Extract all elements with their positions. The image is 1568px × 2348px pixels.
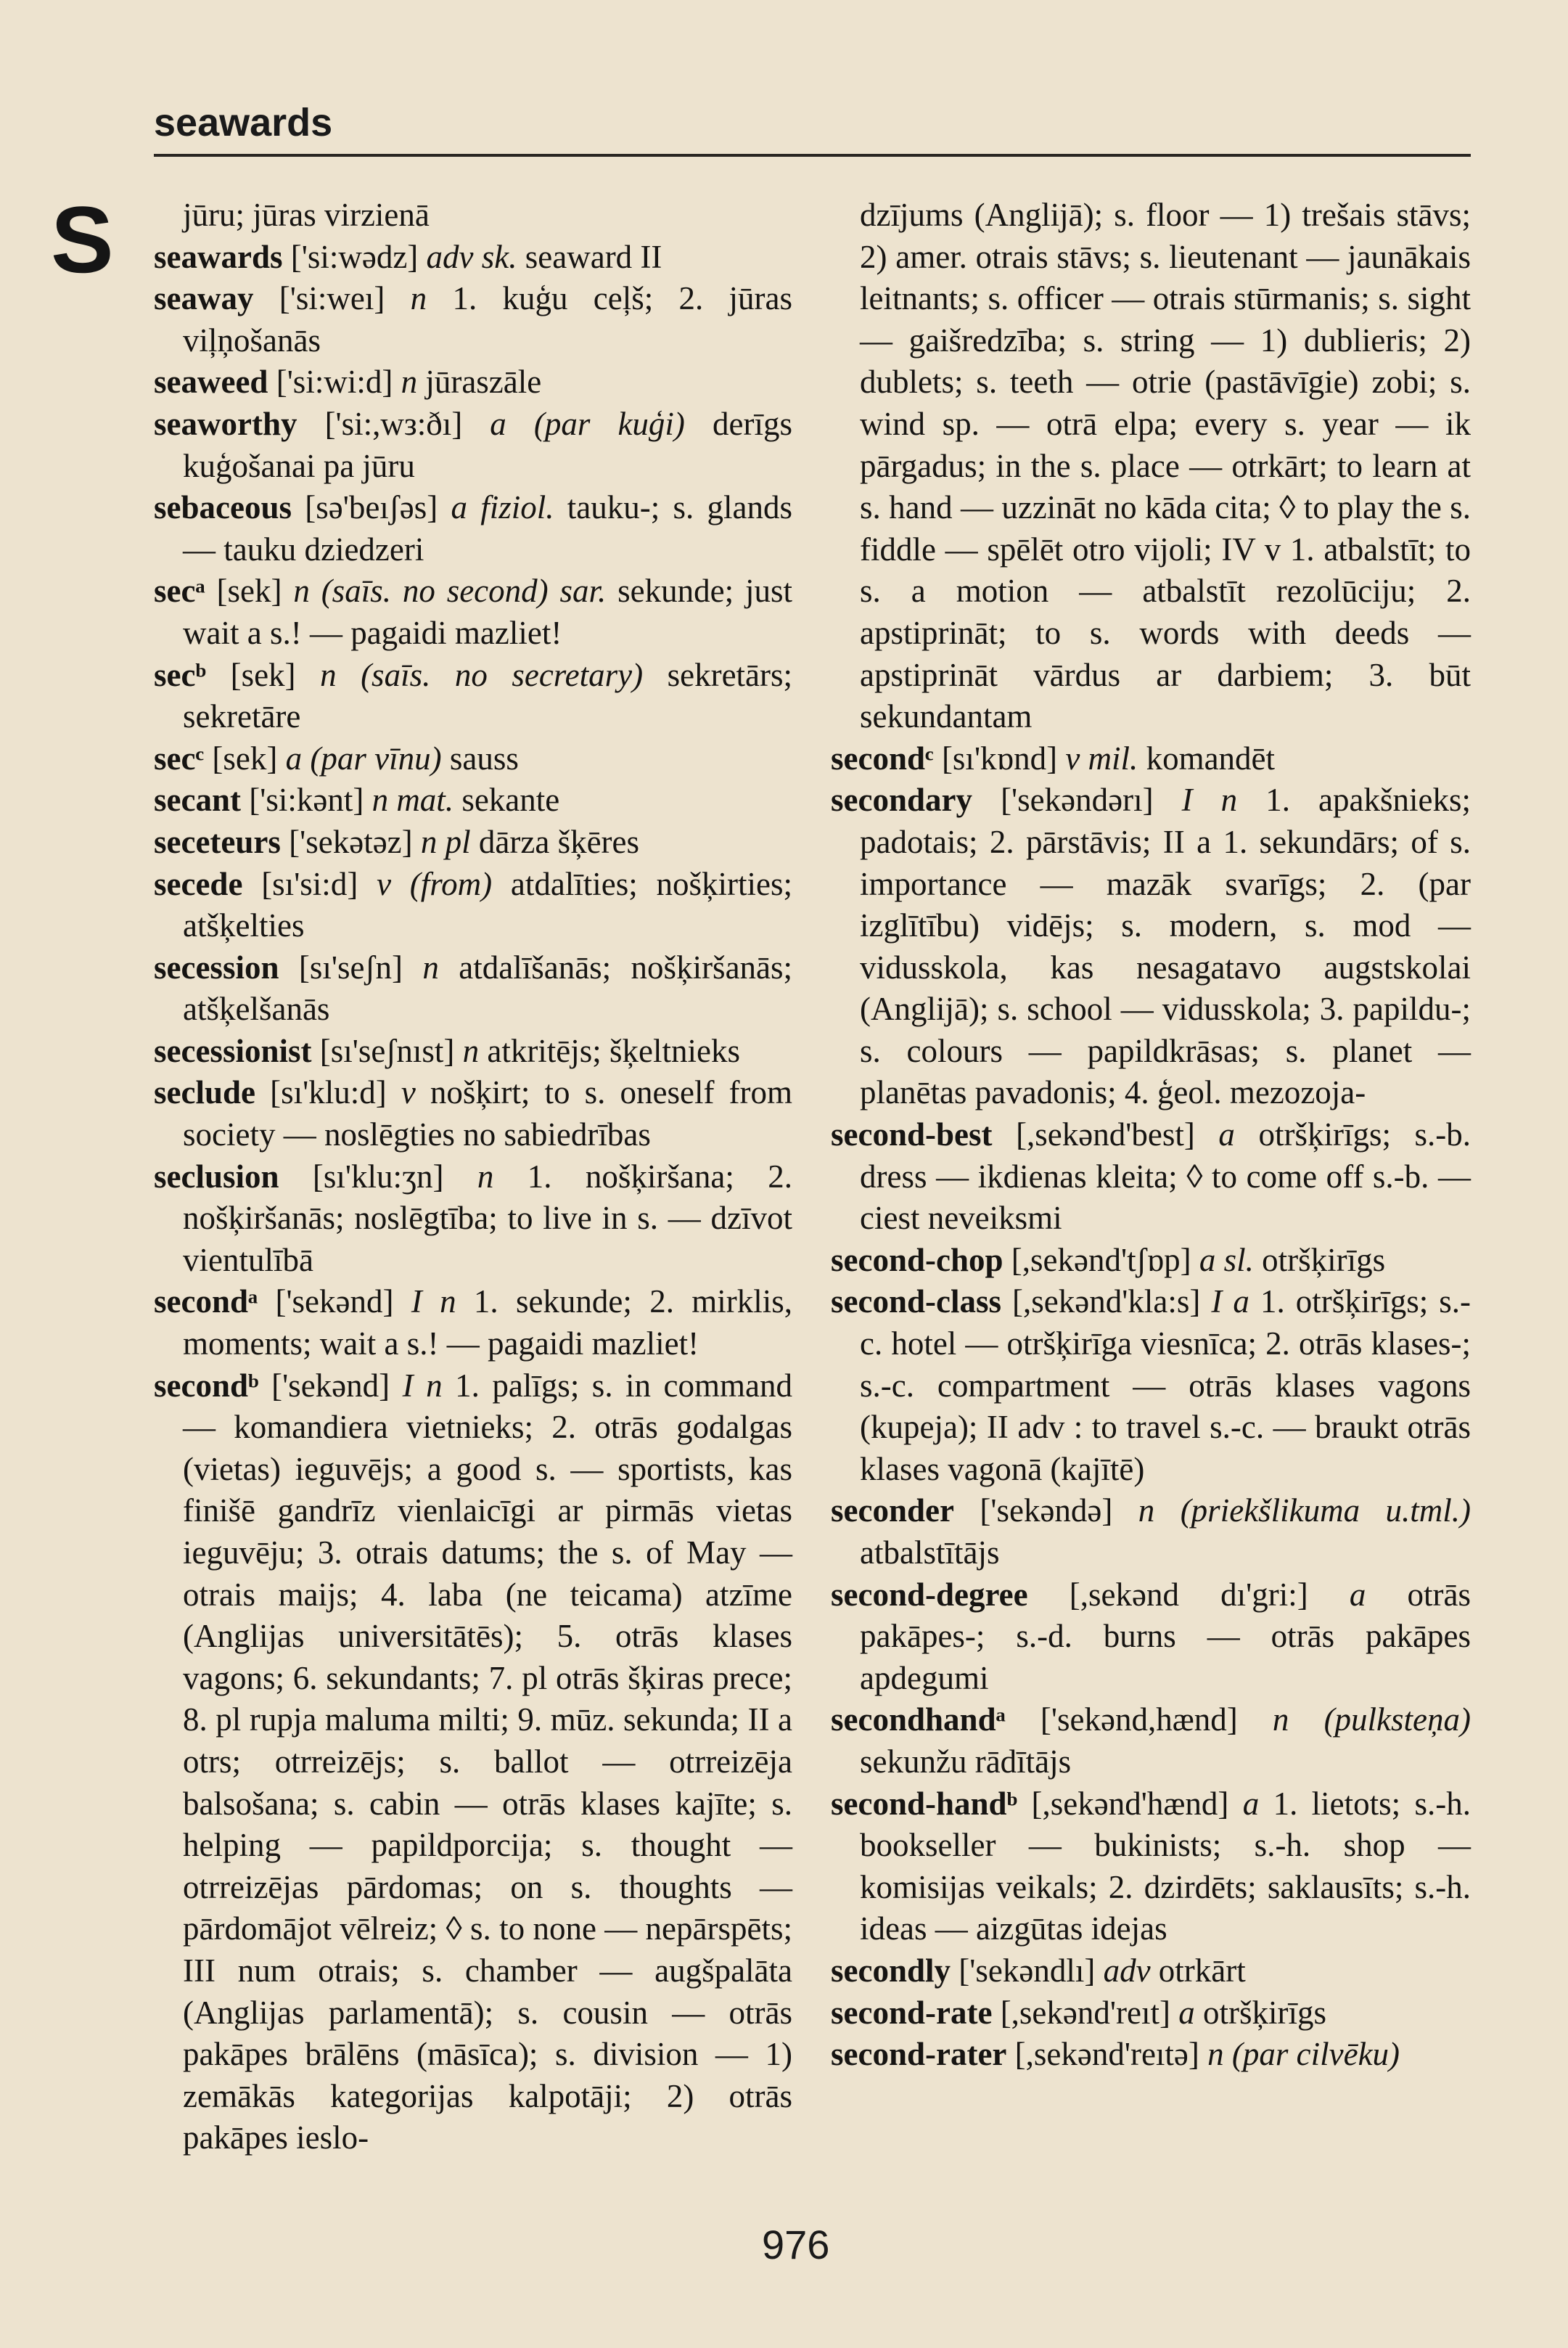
pronunciation: [sı'seʃn] <box>298 949 403 986</box>
headword: secondᵃ <box>154 1283 258 1320</box>
pronunciation: [sek] <box>230 656 296 693</box>
grammar-label: n <box>477 1158 494 1195</box>
dictionary-entry <box>154 1281 792 1365</box>
dictionary-entry <box>831 1574 1471 1700</box>
pronunciation: ['si:kənt] <box>249 782 364 819</box>
dictionary-entry <box>154 361 792 404</box>
dictionary-entry <box>154 570 792 654</box>
headword: second-handᵇ <box>831 1785 1018 1822</box>
pronunciation: ['sekənd] <box>275 1283 394 1320</box>
headword: secondᶜ <box>831 740 934 777</box>
pronunciation: ['si:wədz] <box>290 238 419 275</box>
definition: sauss <box>449 740 519 777</box>
grammar-label: n <box>401 364 418 401</box>
definition: sekunžu rādītājs <box>860 1743 1072 1780</box>
definition: 1. sekunde; 2. mirklis, moments; wait a s.! — pagaidi mazliet! <box>183 1283 792 1362</box>
headword: seceteurs <box>154 823 281 860</box>
grammar-label: n mat. <box>372 782 454 819</box>
running-head: seawards <box>154 101 333 144</box>
headword: secondᵇ <box>154 1367 259 1404</box>
definition: dārza šķēres <box>478 823 640 860</box>
grammar-label: a (par vīnu) <box>285 740 442 777</box>
grammar-label: n (saīs. no secretary) <box>320 656 644 693</box>
grammar-label: v mil. <box>1065 740 1138 777</box>
headword: secondly <box>831 1952 951 1989</box>
dictionary-entry <box>831 1992 1471 2034</box>
dictionary-entry <box>831 1783 1471 1950</box>
pronunciation: [,sekənd'tʃɒp] <box>1011 1241 1191 1278</box>
dictionary-entry <box>831 195 1471 738</box>
definition: 1. palīgs; s. in command — komandiera vietnieks; 2. otrās godalgas (vietas) ieguvējs; a good s. — sportists, kas finišē gandrīz vienlaicīgi ar pirmās vietas ieguvēju; 3. otrais datums; the s. of May — otrais maijs; 4. laba (ne teicama) atzīme (Anglijas universitātēs); 5. otrās klases vagons; 6. sekundants; 7. pl otrās šķiras prece; 8. pl rupja maluma milti; 9. mūz. sekunda; II a otrs; otrreizējs; s. ballot — otrreizēja balsošana; s. cabin — otrās klases kajīte; s. helping — papildporcija; s. thought — otrreizējas pārdomas; on s. thoughts — pārdomājot vēlreiz; ◊ s. to none — nepārspēts; III num otrais; s. chamber — augšpalāta (Anglijas parlamentā); s. cousin — otrās pakāpes brālēns (māsīca); s. division — 1) zemākās kategorijas kalpotāji; 2) otrās pakāpes ieslo- <box>183 1367 792 2156</box>
pronunciation: ['si:,wз:ðı] <box>324 405 463 442</box>
dictionary-entry <box>831 2034 1471 2076</box>
grammar-label: a <box>1242 1785 1260 1822</box>
headword: secᵃ <box>154 573 205 610</box>
pronunciation: [sı'si:d] <box>261 865 358 902</box>
headword: secession <box>154 949 279 986</box>
grammar-label: adv <box>1103 1952 1151 1989</box>
dictionary-entry <box>831 1950 1471 1992</box>
grammar-label: I n <box>402 1367 443 1404</box>
dictionary-entry <box>831 1114 1471 1240</box>
pronunciation: [,sekənd'kla:s] <box>1012 1283 1201 1320</box>
grammar-label: I n <box>1181 782 1238 819</box>
headword: secᶜ <box>154 740 205 777</box>
pronunciation: [sı'seʃnıst] <box>319 1032 455 1069</box>
grammar-label: n pl <box>420 823 471 860</box>
dictionary-entry <box>154 487 792 570</box>
pronunciation: ['sekətəz] <box>289 823 413 860</box>
headword: second-best <box>831 1116 993 1153</box>
grammar-label: a <box>1349 1576 1366 1613</box>
definition: otršķirīgs <box>1262 1241 1386 1278</box>
headword: second-chop <box>831 1241 1003 1278</box>
headword: seaweed <box>154 364 268 401</box>
definition: otršķirīgs; s.-b. dress — ikdienas kleita; ◊ to come off s.-b. — ciest neveiksmi <box>860 1116 1471 1237</box>
headword: seclusion <box>154 1158 279 1195</box>
definition: jūraszāle <box>425 364 542 401</box>
grammar-label: n (priekšlikuma u.tml.) <box>1138 1492 1471 1529</box>
headword: secondary <box>831 782 972 819</box>
headword: seawards <box>154 238 283 275</box>
dictionary-entry <box>154 404 792 487</box>
dictionary-entry <box>831 1699 1471 1783</box>
pronunciation: [,sekənd'reıt] <box>1000 1994 1170 2031</box>
left-column <box>154 195 792 2159</box>
headword: second-rater <box>831 2036 1007 2073</box>
headword: seaway <box>154 280 254 317</box>
dictionary-entry <box>831 738 1471 780</box>
grammar-label: v (from) <box>377 865 493 902</box>
dictionary-entry <box>154 655 792 738</box>
pronunciation: [,sekənd dı'gri:] <box>1069 1576 1308 1613</box>
definition: 1. otršķirīgs; s.-c. hotel — otršķirīga viesnīca; 2. otrās klases-; s.-c. compartment — otrās klases vagons (kupeja); II adv : to travel s.-c. — braukt otrās klases vagonā (kajītē) <box>860 1283 1471 1487</box>
headword: seconder <box>831 1492 954 1529</box>
definition: derīgs kuģošanai pa jūru <box>183 405 792 484</box>
dictionary-entry <box>154 947 792 1031</box>
grammar-label: n <box>410 280 427 317</box>
pronunciation: ['sekənd,hænd] <box>1040 1701 1238 1738</box>
dictionary-entry <box>154 1031 792 1073</box>
definition: sekretārs; sekretāre <box>183 656 793 735</box>
definition: tauku-; s. glands — tauku dziedzeri <box>183 489 793 568</box>
grammar-label: a sl. <box>1199 1241 1254 1278</box>
dictionary-entry <box>154 864 792 947</box>
definition: seaward II <box>525 238 662 275</box>
dictionary-entry <box>154 278 792 361</box>
pronunciation: ['sekəndərı] <box>1001 782 1154 819</box>
dictionary-entry <box>831 1281 1471 1490</box>
definition: 1. apakšnieks; padotais; 2. pārstāvis; II a 1. sekundārs; of s. importance — mazāk svarīgs; 2. (par izglītību) vidējs; s. modern, s. mod — vidusskola, kas nesagatavo augstskolai (Anglijā); s. school — vidusskola; 3. papildu-; s. colours — papildkrāsas; s. planet — planētas pavadonis; 4. ģeol. mezozoja- <box>860 782 1471 1111</box>
definition: otrkārt <box>1158 1952 1246 1989</box>
definition: komandēt <box>1146 740 1276 777</box>
grammar-label: a <box>1218 1116 1235 1153</box>
headword: secede <box>154 865 243 902</box>
grammar-label: a <box>1178 1994 1195 2031</box>
pronunciation: [sə'beıʃəs] <box>305 489 438 526</box>
pronunciation: [,sekənd'reıtə] <box>1014 2036 1199 2073</box>
definition: 1. nošķiršana; 2. nošķiršanās; noslēgtība; to live in s. — dzīvot vientulībā <box>183 1158 793 1278</box>
definition: otrās pakāpes-; s.-d. burns — otrās pakāpes apdegumi <box>860 1576 1471 1696</box>
grammar-label: a (par kuģi) <box>490 405 685 442</box>
definition: 1. lietots; s.-h. bookseller — bukinists; s.-h. shop — komisijas veikals; 2. dzirdēts; saklausīts; s.-h. ideas — aizgūtas idejas <box>860 1785 1471 1947</box>
dictionary-entry <box>154 195 792 237</box>
grammar-label: n (par cilvēku) <box>1207 2036 1400 2073</box>
headword: second-rate <box>831 1994 993 2031</box>
section-letter: S <box>51 187 114 293</box>
pronunciation: ['si:weı] <box>279 280 385 317</box>
pronunciation: ['si:wi:d] <box>276 364 393 401</box>
dictionary-entry <box>154 1156 792 1282</box>
pronunciation: [sı'klu:d] <box>270 1074 387 1111</box>
definition: sekante <box>461 782 560 819</box>
pronunciation: [sı'klu:ʒn] <box>312 1158 444 1195</box>
headword: second-degree <box>831 1576 1028 1613</box>
grammar-label: I a <box>1211 1283 1249 1320</box>
dictionary-entry <box>154 1072 792 1155</box>
headword: secondhandᵃ <box>831 1701 1006 1738</box>
headword: secessionist <box>154 1032 312 1069</box>
dictionary-entry <box>831 780 1471 1114</box>
pronunciation: [,sekənd'hænd] <box>1031 1785 1229 1822</box>
dictionary-entry <box>154 1365 792 2159</box>
grammar-label: I n <box>411 1283 456 1320</box>
headword: second-class <box>831 1283 1001 1320</box>
grammar-label: adv sk. <box>426 238 517 275</box>
grammar-label: n (pulksteņa) <box>1272 1701 1471 1738</box>
definition: dzījums (Anglijā); s. floor — 1) trešais stāvs; 2) amer. otrais stāvs; s. lieutenant — jaunākais leitnants; s. officer — otrais stūrmanis; s. sight — gaišredzība; s. string — 1) dublieris; 2) dublets; s. teeth — otrie (pastāvīgie) zobi; s. wind sp. — otrā elpa; every s. year — ik pārgadus; in the s. place — otrkārt; to learn at s. hand — uzzināt no kāda cita; ◊ to play the s. fiddle — spēlēt otro vijoli; IV v 1. atbalstīt; to s. a motion — atbalstīt rezolūciju; 2. apstiprināt; to s. words with deeds — apstiprināt vārdus ar darbiem; 3. būt sekundantam <box>860 197 1471 735</box>
definition: sekunde; just wait a s.! — pagaidi mazliet! <box>183 573 793 651</box>
right-column <box>831 195 1471 2076</box>
pronunciation: ['sekəndə] <box>980 1492 1113 1529</box>
dictionary-entry <box>154 780 792 822</box>
header-rule <box>154 154 1471 157</box>
pronunciation: [sı'kɒnd] <box>941 740 1058 777</box>
pronunciation: ['sekəndlı] <box>959 1952 1096 1989</box>
definition: atdalīšanās; nošķiršanās; atšķelšanās <box>183 949 793 1028</box>
dictionary-entry <box>831 1490 1471 1574</box>
dictionary-entry <box>154 822 792 864</box>
grammar-label: n <box>462 1032 480 1069</box>
headword: sebaceous <box>154 489 292 526</box>
grammar-label: n <box>422 949 439 986</box>
pronunciation: [,sekənd'best] <box>1016 1116 1195 1153</box>
grammar-label: a fiziol. <box>451 489 554 526</box>
headword: secᵇ <box>154 656 207 693</box>
dictionary-entry <box>154 738 792 780</box>
grammar-label: v <box>401 1074 416 1111</box>
headword: seaworthy <box>154 405 297 442</box>
definition: atkritējs; šķeltnieks <box>487 1032 741 1069</box>
headword: secant <box>154 782 241 819</box>
definition: atbalstītājs <box>860 1534 1000 1571</box>
definition: 1. kuģu ceļš; 2. jūras viļņošanās <box>183 280 793 359</box>
definition: nošķirt; to s. oneself from society — noslēgties no sabiedrības <box>183 1074 793 1153</box>
definition: jūru; jūras virzienā <box>183 197 430 233</box>
pronunciation: [sek] <box>216 573 282 610</box>
headword: seclude <box>154 1074 255 1111</box>
dictionary-entry <box>831 1240 1471 1282</box>
definition: atdalīties; nošķirties; atšķelties <box>183 865 793 944</box>
definition: otršķirīgs <box>1202 1994 1326 2031</box>
pronunciation: ['sekənd] <box>271 1367 390 1404</box>
page-number: 976 <box>762 2222 830 2267</box>
pronunciation: [sek] <box>212 740 278 777</box>
dictionary-entry <box>154 237 792 279</box>
grammar-label: n (saīs. no second) sar. <box>293 573 607 610</box>
